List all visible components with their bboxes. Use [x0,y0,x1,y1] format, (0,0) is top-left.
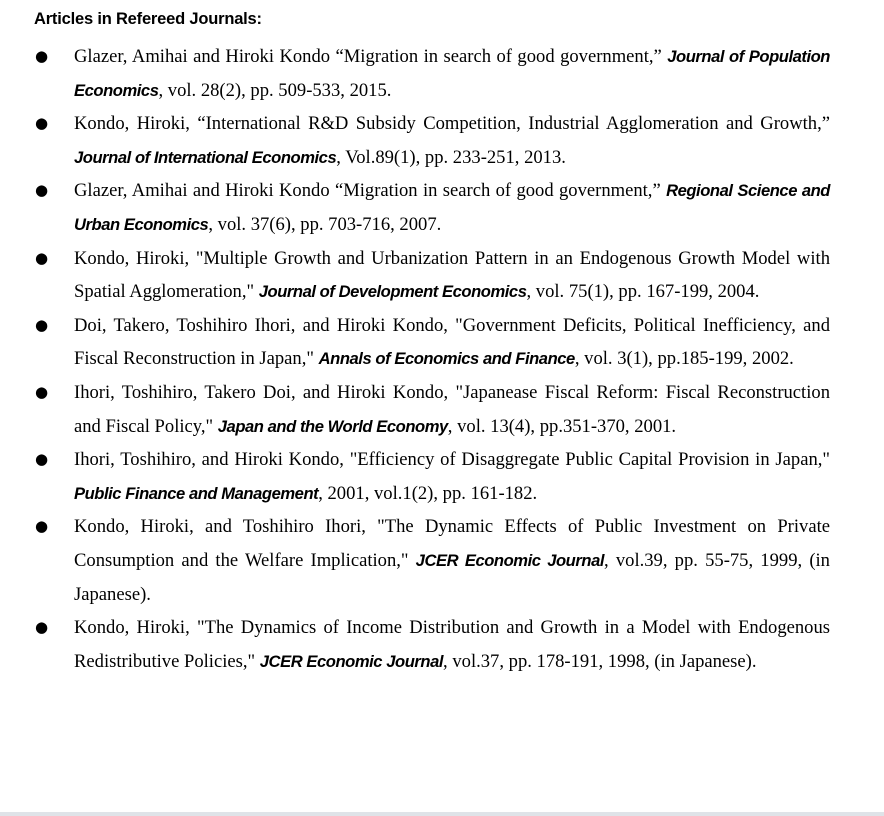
section-heading: Articles in Refereed Journals: [34,10,262,28]
bullet-icon: ● [35,517,49,536]
journal-name: Journal of International Economics [74,147,337,167]
journal-name: Regional Science and Urban Economics [74,181,830,234]
reference-item [0,611,830,678]
reference-details: , vol.37, pp. 178-191, 1998, (in Japanese). [443,650,757,672]
reference-details: , vol. 3(1), pp.185-199, 2002. [574,348,794,370]
reference-item [0,443,830,510]
reference-list [0,40,884,678]
reference-details: , vol. 37(6), pp. 703-716, 2007. [208,213,442,235]
bullet-icon: ● [35,315,49,334]
reference-authors-title: Glazer, Amihai and Hiroki Kondo “Migration in search of good government,” [74,180,667,202]
bullet-icon: ● [35,181,49,200]
reference-authors-title: Kondo, Hiroki, “International R&D Subsidy Competition, Industrial Agglomeration and Growth,” [74,113,830,135]
bullet-icon: ● [35,618,49,637]
reference-authors-title: Kondo, Hiroki, and Toshihiro Ihori, "The Dynamic Effects of Public Investment on Private Consumption and the Welfare Implication," [74,516,830,571]
bullet-icon: ● [35,248,49,267]
reference-item [0,309,830,376]
bullet-icon: ● [35,382,49,401]
reference-authors-title: Doi, Takero, Toshihiro Ihori, and Hiroki Kondo, "Government Deficits, Political Inefficiency, and Fiscal Reconstruction in Japan," [74,314,830,370]
reference-authors-title: Kondo, Hiroki, "The Dynamics of Income Distribution and Growth in a Model with Endogenous Redistributive Policies," [74,617,830,672]
reference-authors-title: Ihori, Toshihiro, and Hiroki Kondo, "Efficiency of Disaggregate Public Capital Provision in Japan," [74,449,830,471]
reference-item [0,376,830,443]
reference-details: , vol. 28(2), pp. 509-533, 2015. [158,79,392,101]
journal-name: Japan and the World Economy [217,416,448,436]
reference-authors-title: Glazer, Amihai and Hiroki Kondo “Migration in search of good government,” [74,46,668,67]
reference-authors-title: Ihori, Toshihiro, Takero Doi, and Hiroki Kondo, "Japanease Fiscal Reform: Fiscal Reconstruction and Fiscal Policy," [74,381,830,437]
journal-name: JCER Economic Journal [415,550,605,570]
reference-details: , vol. 13(4), pp.351-370, 2001. [447,415,677,437]
bullet-icon: ● [35,450,49,469]
journal-name: JCER Economic Journal [259,651,444,671]
reference-authors-title: Kondo, Hiroki, "Multiple Growth and Urbanization Pattern in an Endogenous Growth Model with Spatial Agglomeration," [74,247,830,303]
reference-details: , vol.39, pp. 55-75, 1999, (in Japanese). [74,549,830,605]
journal-name: Public Finance and Management [74,483,319,503]
bullet-icon: ● [35,47,49,65]
reference-item [0,174,830,241]
reference-item [0,107,830,174]
bullet-icon: ● [35,114,49,133]
journal-name: Annals of Economics and Finance [318,349,575,369]
reference-item [0,510,830,611]
reference-details: , vol. 75(1), pp. 167-199, 2004. [526,281,760,303]
journal-name: Journal of Development Economics [258,282,527,302]
reference-details: , Vol.89(1), pp. 233-251, 2013. [336,146,566,168]
reference-details: , 2001, vol.1(2), pp. 161-182. [318,482,538,504]
bottom-divider [0,812,884,816]
reference-item [0,242,830,309]
reference-item [0,40,830,107]
journal-name: Journal of Population Economics [74,47,830,100]
